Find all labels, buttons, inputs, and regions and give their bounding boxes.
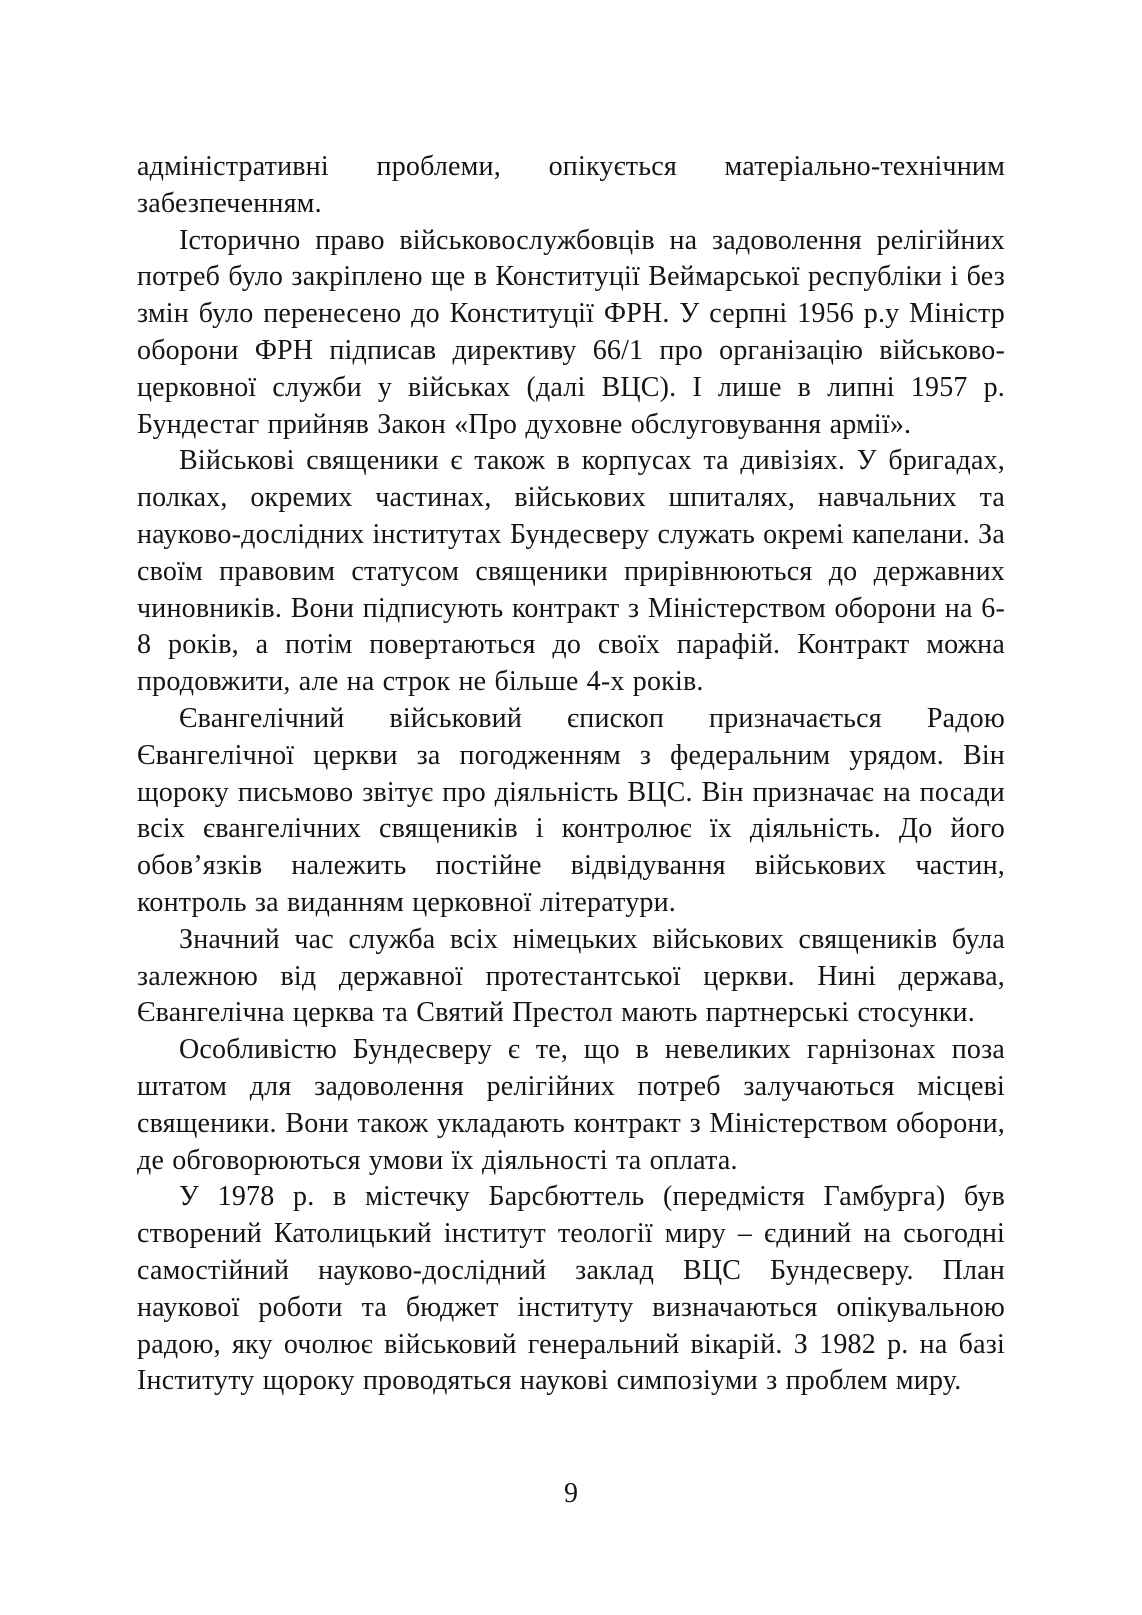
paragraph: Історично право військовослужбовців на задоволення релігійних потреб було закріплено ще в Конституції Веймарської республіки і без змін було перенесено до Конституції ФРН. У серпні 1956 р.у Міністр оборони ФРН підписав директиву 66/1 про організацію військово-церковної служби у військах (далі ВЦС). І лише в липні 1957 р. Бундестаг прийняв Закон «Про духовне обслуговування армії». bbox=[137, 224, 1005, 440]
paragraph: Військові священики є також в корпусах та дивізіях. У бригадах, полках, окремих частинах, військових шпиталях, навчальних та науково-дослідних інститутах Бундесверу служать окремі капелани. За своїм правовим статусом священики прирівнюються до державних чиновників. Вони підписують контракт з Міністерством оборони на 6-8 років, а потім повертаються до своїх парафій. Контракт можна продовжити, але на строк не більше 4-х років. bbox=[137, 445, 1005, 698]
page-number: 9 bbox=[564, 1478, 578, 1509]
text-block bbox=[137, 149, 1005, 1400]
paragraph: У 1978 р. в містечку Барсбюттель (передмістя Гамбурга) був створений Католицький інститут теології миру – єдиний на сьогодні самостійний науково-дослідний заклад ВЦС Бундесверу. План наукової роботи та бюджет інституту визначаються опікувальною радою, яку очолює військовий генеральний вікарій. З 1982 р. на базі Інституту щороку проводяться наукові симпозіуми з проблем миру. bbox=[137, 1181, 1005, 1397]
paragraph: Євангелічний військовий єпископ призначається Радою Євангелічної церкви за погодженням з федеральним урядом. Він щороку письмово звітує про діяльність ВЦС. Він призначає на посади всіх євангелічних священиків і контролює їх діяльність. До його обов’язків належить постійне відвідування військових частин, контроль за виданням церковної літератури. bbox=[137, 702, 1005, 918]
paragraph: Значний час служба всіх німецьких військових священиків була залежною від державної протестантської церкви. Нині держава, Євангелічна церква та Святий Престол мають партнерські стосунки. bbox=[137, 923, 1005, 1029]
paragraph: Особливістю Бундесверу є те, що в невеликих гарнізонах поза штатом для задоволення релігійних потреб залучаються місцеві священики. Вони також укладають контракт з Міністерством оборони, де обговорюються умови їх діяльності та оплата. bbox=[137, 1034, 1005, 1176]
paragraph: адміністративні проблеми, опікується матеріально-технічним забезпеченням. bbox=[137, 151, 1005, 219]
